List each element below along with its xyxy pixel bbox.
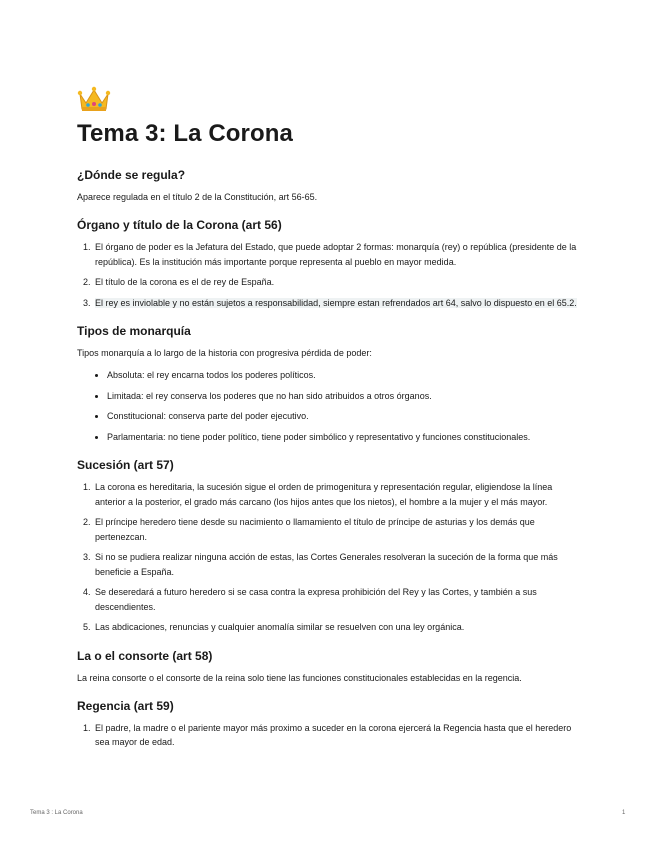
list-sucesion: [77, 480, 577, 635]
list-item: 5. Las abdicaciones, renuncias y cualquier anomalía similar se resuelven con una ley orgánica.: [93, 620, 577, 635]
list-item: • Parlamentaria: no tiene poder político, tiene poder simbólico y representativo y funciones constitucionales.: [107, 430, 577, 445]
list-item: 4. Se deseredará a futuro heredero si se casa contra la expresa prohibición del Rey y las Cortes, y también a sus descendientes.: [93, 585, 577, 614]
list-item: 1. El padre, la madre o el pariente mayor más proximo a suceder en la corona ejercerá la Regencia hasta que el heredero sea mayor de edad.: [93, 721, 577, 750]
list-item: 2. El título de la corona es el de rey de España.: [93, 275, 577, 290]
page-title: Tema 3: La Corona: [77, 120, 293, 147]
heading-regencia: Regencia (art 59): [77, 698, 174, 713]
list-item: • Absoluta: el rey encarna todos los poderes políticos.: [107, 368, 577, 383]
list-organo: [77, 240, 577, 310]
paragraph-consorte: La reina consorte o el consorte de la reina solo tiene las funciones constitucionales establecidas en la regencia.: [77, 672, 522, 683]
heading-regula: ¿Dónde se regula?: [77, 168, 186, 182]
crown-icon: [77, 84, 111, 114]
list-item: 1. La corona es hereditaria, la sucesión sigue el orden de primogenitura y representación regular, eligiendose la línea anterior a la posterior, el grado más carcano (los hijos antes que los nietos), el hombre a la mujer y el más mayor.: [93, 480, 577, 509]
list-regencia: [77, 721, 577, 750]
list-item: [93, 296, 577, 311]
list-item: • Constitucional: conserva parte del poder ejecutivo.: [107, 409, 577, 424]
heading-consorte: La o el consorte (art 58): [77, 648, 213, 663]
heading-tipos: Tipos de monarquía: [77, 324, 191, 338]
list-item: 2. El príncipe heredero tiene desde su nacimiento o llamamiento el título de príncipe de asturias y los demás que pertenezcan.: [93, 515, 577, 544]
highlighted-text: El rey es inviolable y no están sujetos a responsabilidad, siempre estan refrendados art 64, salvo lo dispuesto en el 65.2.: [95, 297, 577, 308]
list-tipos: [77, 368, 577, 444]
footer-title: Tema 3 : La Corona: [30, 810, 83, 816]
list-item: 3. Si no se pudiera realizar ninguna acción de estas, las Cortes Generales resolveran la suceción de la forma que más beneficie a España.: [93, 550, 577, 579]
paragraph-regula: Aparece regulada en el título 2 de la Constitución, art 56-65.: [77, 192, 318, 202]
list-item: • Limitada: el rey conserva los poderes que no han sido atribuidos a otros órganos.: [107, 389, 577, 404]
heading-organo: Órgano y título de la Corona (art 56): [77, 218, 282, 232]
heading-sucesion: Sucesión (art 57): [77, 458, 174, 472]
document-page: [77, 84, 577, 756]
paragraph-tipos: Tipos monarquía a lo largo de la historia con progresiva pérdida de poder:: [77, 348, 372, 358]
page-number: 1: [622, 810, 626, 816]
list-item: 1. El órgano de poder es la Jefatura del Estado, que puede adoptar 2 formas: monarquía (rey) o república (presidente de la república). Es la institución más importante porque representa al pueblo en mayor medida.: [93, 240, 577, 269]
